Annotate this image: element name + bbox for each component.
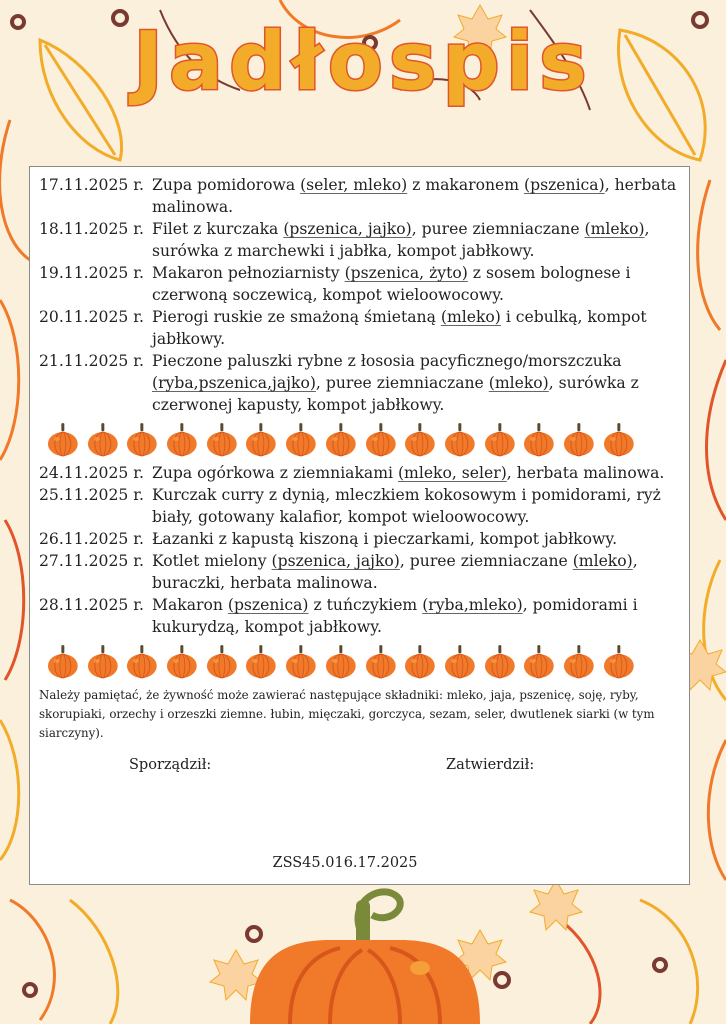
leaf-icon bbox=[698, 180, 720, 330]
dish-text: i cebulką, kompot jabłkowy. bbox=[152, 308, 647, 348]
pumpkin-divider bbox=[39, 420, 689, 460]
dish-text: Makaron pełnoziarnisty bbox=[152, 264, 345, 282]
allergen-note: (pszenica) bbox=[524, 176, 605, 194]
approved-by-label: Zatwierdził: bbox=[446, 757, 535, 773]
menu-list bbox=[39, 174, 689, 684]
prepared-by-label: Sporządził: bbox=[129, 757, 212, 773]
allergen-note: (ryba,pszenica,jajko) bbox=[152, 374, 316, 392]
leaf-icon bbox=[0, 720, 19, 860]
menu-entry bbox=[39, 462, 689, 484]
dish-text: z tuńczykiem bbox=[308, 596, 423, 614]
menu-dish bbox=[152, 262, 689, 306]
week-2-menu bbox=[39, 462, 689, 638]
dish-text: , herbata malinowa. bbox=[152, 176, 677, 216]
menu-date: 27.11.2025 r. bbox=[39, 552, 144, 570]
leaf-icon bbox=[0, 120, 30, 260]
menu-dish bbox=[152, 594, 689, 638]
menu-date: 18.11.2025 r. bbox=[39, 220, 144, 238]
pumpkin-icon bbox=[202, 422, 242, 458]
pumpkin-icon bbox=[480, 422, 520, 458]
pumpkin-icon bbox=[83, 422, 123, 458]
dish-text: Filet z kurczaka bbox=[152, 220, 284, 238]
pumpkin-icon bbox=[519, 422, 559, 458]
dish-text: Łazanki z kapustą kiszoną i pieczarkami, kompot jabłkowy. bbox=[152, 530, 618, 548]
pumpkin-icon bbox=[361, 644, 401, 680]
pumpkin-icon bbox=[122, 644, 162, 680]
pumpkin-icon bbox=[599, 644, 639, 680]
pumpkin-icon bbox=[122, 422, 162, 458]
dish-text: Kotlet mielony bbox=[152, 552, 272, 570]
menu-dish bbox=[152, 350, 689, 416]
ring-icon bbox=[24, 984, 36, 996]
menu-date: 24.11.2025 r. bbox=[39, 464, 144, 482]
dish-text: , puree ziemniaczane bbox=[399, 552, 573, 570]
dish-text: Zupa ogórkowa z ziemniakami bbox=[152, 464, 398, 482]
allergen-note: (mleko, seler) bbox=[397, 464, 507, 482]
pumpkin-icon bbox=[83, 644, 123, 680]
pumpkin-icon bbox=[400, 422, 440, 458]
allergen-note: (seler, mleko) bbox=[300, 176, 408, 194]
menu-dish bbox=[152, 306, 689, 350]
allergen-notice: Należy pamiętać, że żywność może zawierać następujące składniki: mleko, jaja, pszenicę, soję, ryby, skorupiaki, orzechy i orzeszki ziemne. łubin, mięczaki, gorczyca, sezam, seler, dwutlenek siarki (w tym siarczyny). bbox=[39, 688, 655, 740]
menu-entry bbox=[39, 484, 689, 528]
menu-date: 21.11.2025 r. bbox=[39, 352, 144, 370]
allergen-note: (pszenica) bbox=[227, 596, 309, 614]
maple-leaf-icon bbox=[530, 880, 582, 930]
menu-dish bbox=[152, 484, 689, 528]
week-1-menu bbox=[39, 174, 689, 416]
leaf-icon bbox=[5, 520, 24, 680]
allergen-note: (pszenica, jajko) bbox=[283, 220, 412, 238]
allergen-note: (mleko) bbox=[488, 374, 549, 392]
leaf-icon bbox=[10, 900, 54, 1020]
menu-date: 25.11.2025 r. bbox=[39, 486, 144, 504]
ring-icon bbox=[495, 973, 509, 987]
pumpkin-icon bbox=[440, 644, 480, 680]
menu-date: 28.11.2025 r. bbox=[39, 596, 144, 614]
menu-date: 19.11.2025 r. bbox=[39, 264, 144, 282]
dish-text: Zupa pomidorowa bbox=[152, 176, 301, 194]
menu-dish bbox=[152, 218, 689, 262]
menu-dish bbox=[152, 174, 689, 218]
dish-text: , puree ziemniaczane bbox=[411, 220, 585, 238]
pumpkin-icon bbox=[559, 644, 599, 680]
pumpkin-icon bbox=[480, 644, 520, 680]
pumpkin-divider bbox=[39, 642, 689, 682]
menu-sheet bbox=[29, 166, 690, 885]
pumpkin-icon bbox=[361, 422, 401, 458]
dish-text: , pomidorami i kukurydzą, kompot jabłkowy. bbox=[152, 596, 638, 636]
dish-text: , herbata malinowa. bbox=[506, 464, 665, 482]
allergen-note: (ryba,mleko) bbox=[422, 596, 523, 614]
pumpkin-icon bbox=[281, 644, 321, 680]
pumpkin-icon bbox=[321, 422, 361, 458]
pumpkin-icon bbox=[241, 644, 281, 680]
allergen-note: (mleko) bbox=[584, 220, 645, 238]
dish-text: Pieczone paluszki rybne z łososia pacyficznego/morszczuka bbox=[152, 352, 622, 370]
pumpkin-icon bbox=[559, 422, 599, 458]
allergen-note: (pszenica, jajko) bbox=[271, 552, 400, 570]
dish-text: , buraczki, herbata malinowa. bbox=[152, 552, 638, 592]
pumpkin-icon bbox=[43, 422, 83, 458]
dish-text: Makaron bbox=[152, 596, 228, 614]
menu-date: 20.11.2025 r. bbox=[39, 308, 144, 326]
pumpkin-icon bbox=[321, 644, 361, 680]
allergen-note: (pszenica, żyto) bbox=[344, 264, 468, 282]
pumpkin-icon bbox=[162, 422, 202, 458]
pumpkin-icon bbox=[281, 422, 321, 458]
pumpkin-icon bbox=[162, 644, 202, 680]
leaf-icon bbox=[560, 920, 600, 1024]
menu-entry bbox=[39, 262, 689, 306]
leaf-icon bbox=[0, 300, 19, 460]
ring-icon bbox=[654, 959, 666, 971]
menu-entry bbox=[39, 550, 689, 594]
menu-entry bbox=[39, 350, 689, 416]
leaf-icon bbox=[70, 900, 118, 1024]
document-code: ZSS45.016.17.2025 bbox=[272, 855, 418, 871]
allergen-note: (mleko) bbox=[440, 308, 501, 326]
dish-text: , surówka z marchewki i jabłka, kompot jabłkowy. bbox=[152, 220, 650, 260]
leaf-icon bbox=[640, 900, 698, 1024]
dish-text: z makaronem bbox=[407, 176, 525, 194]
menu-entry bbox=[39, 306, 689, 350]
page-title: Jadłospis bbox=[133, 15, 593, 108]
menu-entry bbox=[39, 528, 689, 550]
pumpkin-icon bbox=[599, 422, 639, 458]
dish-text: z sosem bolognese i czerwoną soczewicą, kompot wieloowocowy. bbox=[152, 264, 631, 304]
leaf-icon bbox=[708, 740, 726, 880]
dish-text: , puree ziemniaczane bbox=[315, 374, 489, 392]
menu-date: 26.11.2025 r. bbox=[39, 530, 144, 548]
menu-entry bbox=[39, 594, 689, 638]
menu-dish bbox=[152, 462, 689, 484]
menu-date: 17.11.2025 r. bbox=[39, 176, 144, 194]
pumpkin-icon bbox=[202, 644, 242, 680]
pumpkin-icon bbox=[43, 644, 83, 680]
dish-text: , surówka z czerwonej kapusty, kompot jabłkowy. bbox=[152, 374, 639, 414]
menu-entry bbox=[39, 174, 689, 218]
pumpkin-icon bbox=[440, 422, 480, 458]
menu-entry bbox=[39, 218, 689, 262]
pumpkin-icon bbox=[400, 644, 440, 680]
dish-text: Pierogi ruskie ze smażoną śmietaną bbox=[152, 308, 441, 326]
pumpkin-icon bbox=[519, 644, 559, 680]
allergen-note: (mleko) bbox=[572, 552, 633, 570]
pumpkin-icon bbox=[241, 422, 281, 458]
dish-text: Kurczak curry z dynią, mleczkiem kokosowym i pomidorami, ryż biały, gotowany kalafior, kompot wieloowocowy. bbox=[152, 486, 661, 526]
ring-icon bbox=[247, 927, 261, 941]
menu-dish bbox=[152, 550, 689, 594]
menu-dish bbox=[152, 528, 689, 550]
leaf-icon bbox=[707, 360, 726, 520]
large-pumpkin-illustration bbox=[250, 892, 480, 1024]
